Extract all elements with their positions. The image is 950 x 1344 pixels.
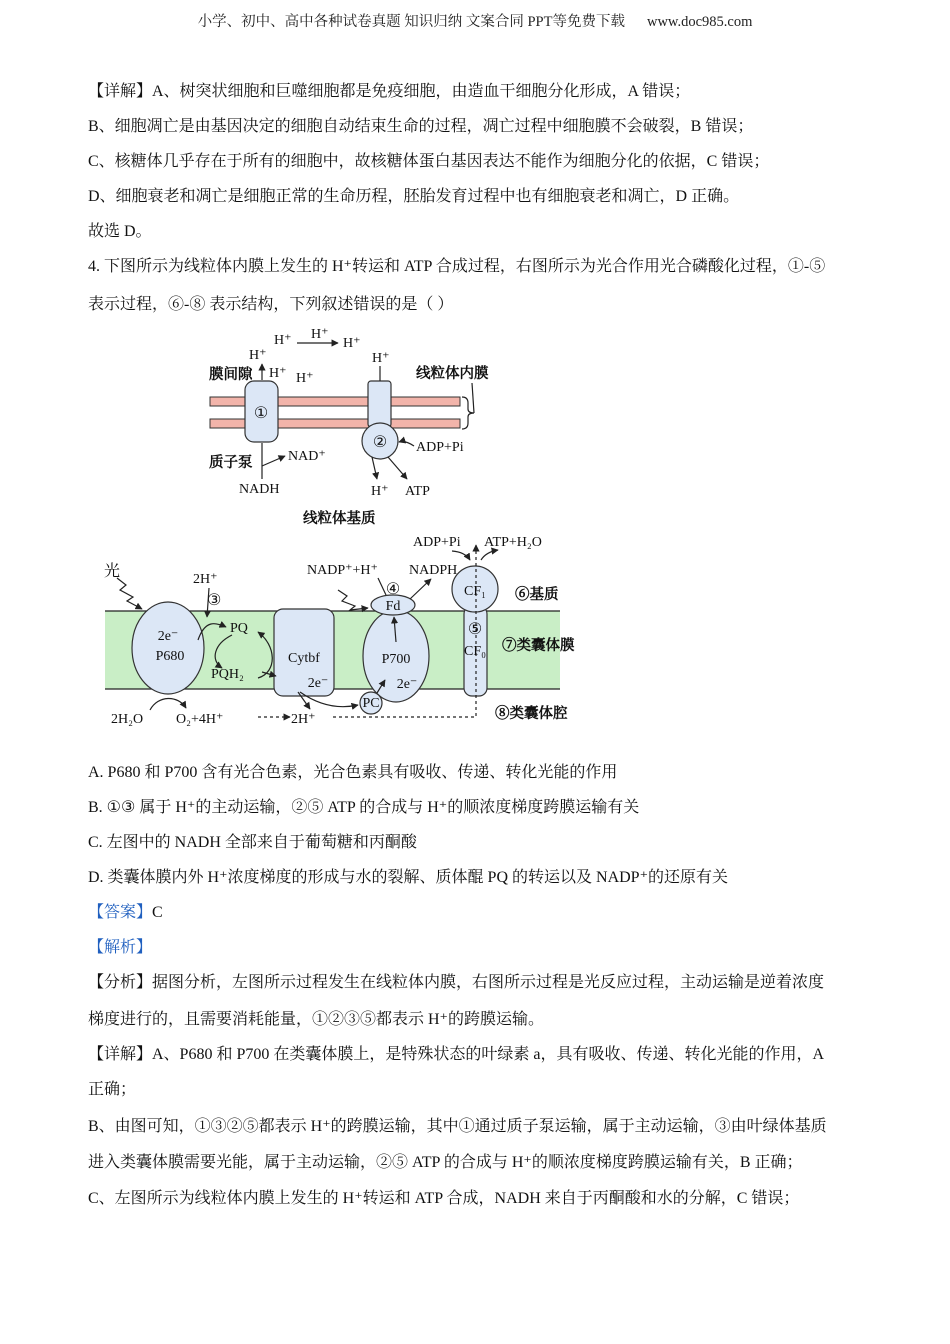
- light-zigzag-fd: [338, 590, 368, 610]
- nad-arrow: [262, 456, 285, 466]
- analysis-line: 【详解】A、P680 和 P700 在类囊体膜上，是特殊状态的叶绿素 a，具有吸收、传递、转化光能的作用，A: [88, 1046, 825, 1063]
- intermembrane-space-label: 膜间隙: [209, 367, 253, 383]
- nadp-to-fd-line: [378, 578, 386, 595]
- nadp-label: NADP⁺+H⁺: [307, 563, 378, 578]
- fd-label: Fd: [385, 599, 401, 614]
- question-stem-line: 4. 下图所示为线粒体内膜上发生的 H⁺转运和 ATP 合成过程，右图所示为光合作用光合磷酸化过程，①-⑤: [88, 258, 826, 275]
- mitochondria-diagram: [209, 327, 489, 527]
- prev-explanation-line: B、细胞凋亡是由基因决定的细胞自动结束生命的过程，凋亡过程中细胞膜不会破裂，B 错误；: [88, 118, 754, 135]
- header-url[interactable]: www.doc985.com: [646, 14, 753, 30]
- light-label: 光: [104, 563, 121, 580]
- analysis-line: 梯度进行的，且需要消耗能量，①②③⑤都表示 H⁺的跨膜运输。: [88, 1011, 545, 1028]
- question-stem-line: 表示过程，⑥-⑧ 表示结构，下列叙述错误的是（ ）: [88, 296, 454, 313]
- p680-label: P680: [155, 649, 185, 664]
- proton-pump-label: 质子泵: [209, 455, 253, 471]
- atp-label: ATP: [405, 484, 430, 499]
- analysis-line: B、由图可知，①③②⑤都表示 H⁺的跨膜运输，其中①通过质子泵运输，属于主动运输，③由叶绿体基质: [88, 1118, 827, 1135]
- h-ion-label: H⁺: [372, 351, 390, 366]
- header-text: 小学、初中、高中各种试卷真题 知识归纳 文案合同 PPT等免费下载: [197, 14, 625, 30]
- analysis-line: 正确；: [88, 1081, 137, 1098]
- analysis-line: C、左图所示为线粒体内膜上发生的 H⁺转运和 ATP 合成，NADH 来自于丙酮酸和水的分解，C 错误；: [88, 1190, 800, 1207]
- prev-explanation-line: D、细胞衰老和凋亡是细胞正常的生命历程，胚胎发育过程中也有细胞衰老和凋亡，D 正确。: [88, 188, 740, 205]
- stroma-label: ⑥基质: [515, 587, 559, 603]
- p700-label: P700: [381, 652, 411, 667]
- process-4-label: ④: [385, 581, 401, 598]
- option-d: D. 类囊体膜内外 H⁺浓度梯度的形成与水的裂解、质体醌 PQ 的转运以及 NADP⁺的还原有关: [88, 869, 729, 886]
- h-ion-label: H⁺: [371, 484, 389, 499]
- proton-in-arrow: [372, 457, 377, 479]
- cf1-label: CF₁: [463, 584, 487, 599]
- answer-line: [88, 902, 163, 924]
- nad-label: NAD⁺: [288, 449, 326, 464]
- nadph-label: NADPH: [409, 563, 458, 578]
- thylakoid-membrane-label: ⑦类囊体膜: [502, 638, 575, 654]
- h-ion-label: H⁺: [274, 333, 292, 348]
- matrix-label: 线粒体基质: [303, 511, 376, 527]
- pqh2-label: PQH₂: [211, 667, 244, 682]
- process-1-label: ①: [253, 405, 269, 422]
- p680-complex: [132, 602, 204, 694]
- process-5-label: ⑤: [467, 621, 483, 638]
- atp-h2o-label: ATP+H₂O: [484, 535, 542, 550]
- analysis-heading: 【解析】: [88, 939, 153, 956]
- option-b: B. ①③ 属于 H⁺的主动运输，②⑤ ATP 的合成与 H⁺的顺浓度梯度跨膜运输有关: [88, 799, 640, 816]
- water-label: 2H₂O: [111, 712, 144, 727]
- prev-explanation-line: C、核糖体几乎存在于所有的细胞中，故核糖体蛋白基因表达不能作为细胞分化的依据，C 错误；: [88, 153, 770, 170]
- h-ion-label: H⁺: [296, 371, 314, 386]
- p700-electron-label: 2e⁻: [396, 677, 418, 692]
- adp-pi-label: ADP+Pi: [416, 440, 464, 455]
- nadh-label: NADH: [239, 482, 280, 497]
- thylakoid-lumen-label: ⑧类囊体腔: [495, 706, 568, 722]
- h-ion-label: H⁺: [311, 327, 329, 342]
- h2-top-label: 2H⁺: [193, 572, 218, 587]
- p680-electron-label: 2e⁻: [157, 629, 179, 644]
- h-ion-label: H⁺: [343, 336, 361, 351]
- process-3-label: ③: [207, 592, 222, 609]
- light-zigzag: [117, 578, 142, 609]
- adp-in-arrow: [452, 551, 470, 560]
- analysis-line: 进入类囊体膜需要光能，属于主动运输，②⑤ ATP 的合成与 H⁺的顺浓度梯度跨膜运输有关，B 正确；: [88, 1154, 803, 1171]
- process-2-label: ②: [372, 434, 388, 451]
- atp-out-arrow: [481, 550, 498, 560]
- adp-in-arrow: [399, 442, 414, 447]
- inner-membrane-label: 线粒体内膜: [416, 366, 489, 382]
- h-ion-label: H⁺: [249, 348, 267, 363]
- thylakoid-diagram: [104, 535, 575, 727]
- h-ion-label: H⁺: [269, 366, 287, 381]
- prev-conclusion: 故选 D。: [88, 223, 152, 240]
- atp-synthase-stem: [368, 381, 391, 427]
- pq-label: PQ: [230, 621, 248, 636]
- prev-explanation-line: 【详解】A、树突状细胞和巨噬细胞都是免疫细胞，由造血干细胞分化形成，A 错误；: [88, 83, 691, 100]
- cf0-label: CF₀: [463, 644, 487, 659]
- h2-bottom-label: 2H⁺: [291, 712, 316, 727]
- question-figures: [0, 320, 950, 735]
- adp-pi-label: ADP+Pi: [413, 535, 461, 550]
- water-split-arrow: [150, 698, 186, 710]
- option-a: A. P680 和 P700 含有光合色素，光合色素具有吸收、传递、转化光能的作用: [88, 764, 618, 781]
- answer-value: C: [152, 904, 163, 921]
- cytbf-electron-label: 2e⁻: [307, 676, 329, 691]
- option-c: C. 左图中的 NADH 全部来自于葡萄糖和丙酮酸: [88, 834, 417, 851]
- fd-to-nadph-arrow: [410, 579, 431, 599]
- membrane-label-pointer: [472, 383, 474, 413]
- pc-label: PC: [362, 696, 380, 711]
- cytbf-label: Cytbf: [288, 651, 320, 666]
- page-header: [0, 11, 950, 33]
- analysis-line: 【分析】据图分析，左图所示过程发生在线粒体内膜，右图所示过程是光反应过程，主动运输是逆着浓度: [88, 974, 825, 991]
- membrane-brace: [462, 397, 474, 429]
- oxygen-label: O₂+4H⁺: [176, 712, 224, 727]
- atp-out-arrow: [388, 457, 407, 479]
- answer-label: 【答案】: [88, 904, 153, 921]
